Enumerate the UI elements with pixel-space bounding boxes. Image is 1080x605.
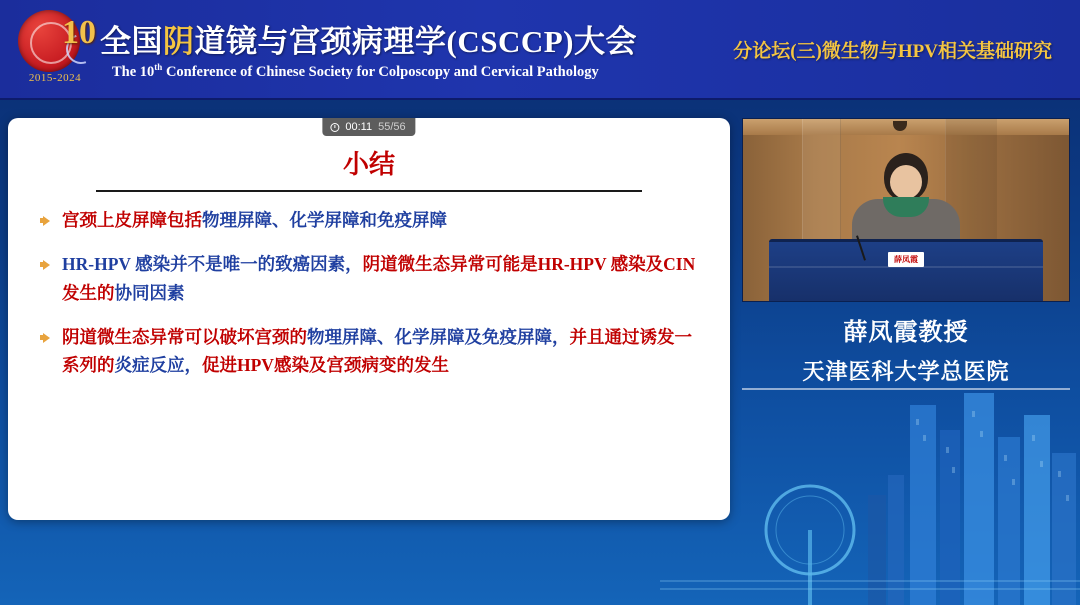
slide-title: 小结 <box>342 150 395 179</box>
lectern <box>769 239 1043 301</box>
conference-logo <box>14 8 100 90</box>
session-title: 分论坛(三)微生物与HPV相关基础研究 <box>733 41 1052 62</box>
bullet-3-seg-2: 并且通过诱发一系列的 <box>62 327 692 376</box>
title-cn-part-2: 道镜与宫颈病理学(CSCCP)大会 <box>194 24 637 59</box>
elapsed-time: 00:11 <box>345 121 373 133</box>
wall-panel-left <box>802 119 841 250</box>
list-item <box>40 323 702 380</box>
slide-bullet-list <box>40 206 702 396</box>
bullet-2-seg-0: HR-HPV <box>62 254 136 275</box>
title-cn-part-1: 阴 <box>163 24 195 59</box>
clock-icon <box>330 123 339 132</box>
bullet-3-seg-3: 炎症反应， <box>114 355 202 376</box>
bullet-arrow-icon <box>40 332 56 344</box>
bullet-2-seg-2: 阴道微生态异常可能是HR-HPV 感染及CIN发生的 <box>62 254 696 303</box>
skyline-graphic <box>660 375 1080 605</box>
slide-title-divider <box>96 190 642 192</box>
bullet-3-seg-0: 阴道微生态异常可以破坏宫颈的 <box>62 327 307 348</box>
speaker-video-feed[interactable] <box>742 118 1070 302</box>
presentation-slide <box>8 118 730 520</box>
bullet-text <box>62 250 702 307</box>
title-en-rest: Conference of Chinese Society for Colposcopy and Cervical Pathology <box>162 63 599 80</box>
bullet-arrow-icon <box>40 259 56 271</box>
bullet-1-seg-0: 宫颈上皮屏障包括 <box>62 210 202 230</box>
bullet-2-seg-3: 协同因素 <box>114 282 185 303</box>
list-item <box>40 206 702 234</box>
decorative-skyline <box>660 375 1080 605</box>
speaker-organization: 天津医科大学总医院 <box>802 359 1010 384</box>
title-cn-part-0: 全国 <box>100 24 163 59</box>
bullet-arrow-icon <box>40 215 56 227</box>
conference-header <box>0 0 1080 100</box>
logo-anniversary-number: 10 <box>62 14 96 51</box>
bullet-2-seg-1: 感染并不是唯一的致癌因素， <box>135 254 363 275</box>
logo-years-label: 2015-2024 <box>28 72 82 84</box>
bullet-3-seg-4: 促进HPV感染及宫颈病变的发生 <box>202 355 449 376</box>
conference-title-cn <box>100 16 637 61</box>
title-en-ordinal: th <box>154 62 163 72</box>
conference-title-en <box>112 62 599 81</box>
slide-timer-badge <box>322 118 415 136</box>
bullet-text <box>62 206 447 234</box>
list-item <box>40 250 702 307</box>
bullet-3-seg-1: 物理屏障、化学屏障及免疫屏障， <box>307 327 570 348</box>
slide-page-counter: 55/56 <box>378 121 406 133</box>
speaker-face <box>890 165 922 199</box>
speaker-name: 薛凤霞教授 <box>843 320 969 346</box>
bullet-1-seg-1: 物理屏障、化学屏障和免疫屏障 <box>202 210 447 230</box>
bullet-text <box>62 323 702 380</box>
title-en-prefix: The 10 <box>112 63 155 80</box>
speaker-nameplate: 薛凤霞 <box>888 252 924 267</box>
